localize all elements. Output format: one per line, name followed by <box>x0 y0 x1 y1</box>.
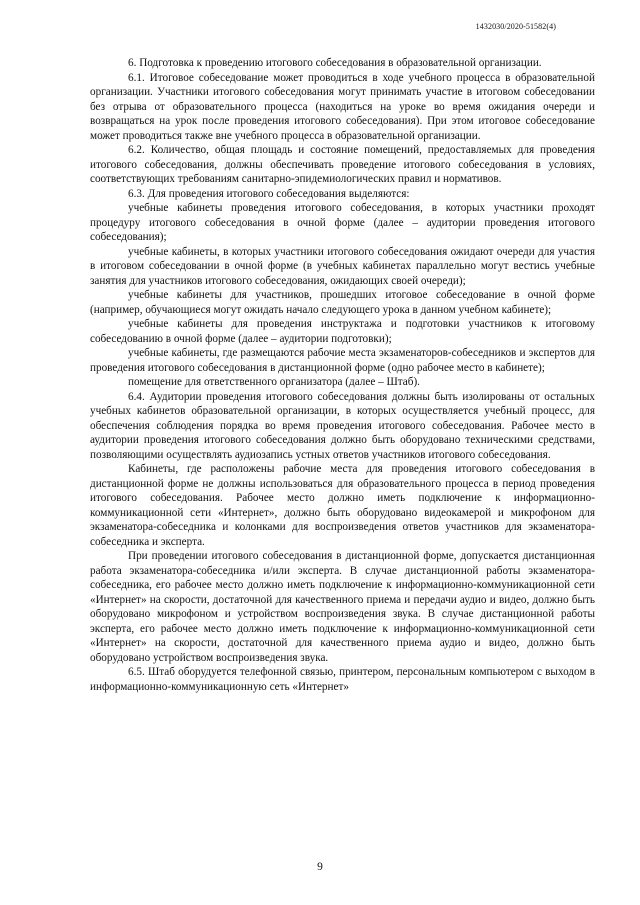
document-id: 1432030/2020-51582(4) <box>475 22 556 31</box>
paragraph-remote-cabinets: Кабинеты, где расположены рабочие места для проведения итогового собеседования в дистанционной форме не должны использоваться для образовательного процесса в период проведения итогового собеседования. Рабочее место должно иметь подключение к информационно-коммуникационной сети «Интернет», должно быть оборудовано видеокамерой и микрофоном для экзаменатора-собеседника и колонками для воспроизведения ответов участников для экзаменатора-собеседника и эксперта. <box>90 463 595 548</box>
paragraph-6-1: 6.1. Итоговое собеседование может проводиться в ходе учебного процесса в образовательной организации. Участники итогового собеседования могут принимать участие в итоговом собеседовании без отрыва от образовательного процесса (находиться на уроке во время ожидания очереди и возвращаться на урок после проведения итогового собеседования). При этом итоговое собеседование может проводиться также вне учебного процесса в образовательной организации. <box>90 71 595 142</box>
page-number: 9 <box>317 861 323 873</box>
paragraph-6-2: 6.2. Количество, общая площадь и состояние помещений, предоставляемых для проведения итогового собеседования, должны обеспечивать проведение итогового собеседования в условиях, соответствующих требованиям санитарно-эпидемиологических правил и нормативов. <box>90 144 595 185</box>
list-item-remote-rooms: учебные кабинеты, где размещаются рабочие места экзаменаторов-собеседников и экспертов для проведения итогового собеседования в дистанционной форме (одно рабочее место в кабинете); <box>90 347 595 374</box>
paragraph-6-4: 6.4. Аудитории проведения итогового собеседования должны быть изолированы от остальных учебных кабинетов образовательной организации, в которых осуществляется учебный процесс, для обеспечения соблюдения порядка во время проведения итогового собеседования. Рабочее место в аудитории проведения итогового собеседования должно быть оборудовано техническими средствами, позволяющими осуществлять аудиозапись устных ответов участников итогового собеседования. <box>90 390 595 461</box>
list-item-waiting-rooms: учебные кабинеты, в которых участники итогового собеседования ожидают очереди для участия в итоговом собеседовании в очной форме (в учебных кабинетах параллельно могут вестись учебные занятия для участников итогового собеседования, ожидающих своей очереди); <box>90 245 595 287</box>
list-item-exam-rooms: учебные кабинеты проведения итогового собеседования, в которых участники проходят процедуру итогового собеседования в очной форме (далее – аудитории проведения итогового собеседования); <box>90 202 595 243</box>
paragraph-6-heading: 6. Подготовка к проведению итогового собеседования в образовательной организации. <box>128 57 542 69</box>
document-body <box>90 56 595 694</box>
paragraph-6-3: 6.3. Для проведения итогового собеседования выделяются: <box>128 187 410 200</box>
list-item-briefing-rooms: учебные кабинеты для проведения инструктажа и подготовки участников к итоговому собеседованию в очной форме (далее – аудитории подготовки); <box>90 318 595 345</box>
list-item-finished-rooms: учебные кабинеты для участников, прошедших итоговое собеседование в очной форме (например, обучающиеся могут ожидать начало следующего урока в данном учебном кабинете); <box>90 289 595 316</box>
paragraph-remote-work: При проведении итогового собеседования в дистанционной форме, допускается дистанционная работа экзаменатора-собеседника и/или эксперта. В случае дистанционной работы экзаменатора-собеседника, его рабочее место должно иметь подключение к информационно-коммуникационной сети «Интернет» на скорости, достаточной для качественного приема и передачи аудио и видео, должно быть оборудовано микрофоном и устройством воспроизведения звука. В случае дистанционной работы эксперта, его рабочее место должно иметь подключение к информационно-коммуникационной сети «Интернет» на скорости, достаточной для качественного приема аудио и видео, должно быть оборудовано устройством воспроизведения звука. <box>90 550 595 664</box>
paragraph-6-5: 6.5. Штаб оборудуется телефонной связью, принтером, персональным компьютером с выходом в информационно-коммуникационную сеть «Интернет» <box>90 666 595 693</box>
list-item-headquarters: помещение для ответственного организатора (далее – Штаб). <box>128 376 420 388</box>
